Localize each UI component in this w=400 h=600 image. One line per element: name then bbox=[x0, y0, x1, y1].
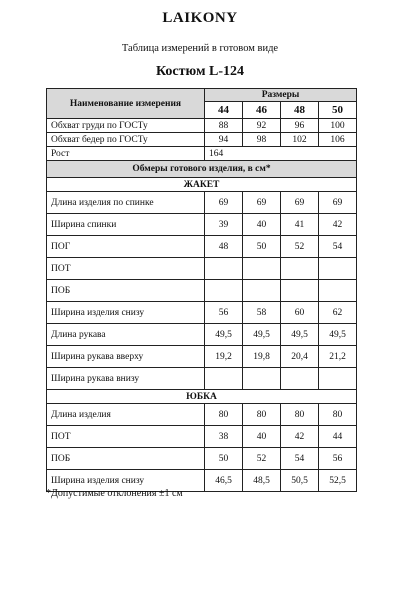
row-label: ПОБ bbox=[47, 448, 205, 470]
document-subtitle: Таблица измерений в готовом виде bbox=[121, 43, 279, 54]
value-cell: 96 bbox=[281, 119, 319, 133]
value-cell: 21,2 bbox=[319, 346, 357, 368]
row-label: Ширина спинки bbox=[47, 214, 205, 236]
row-label: Ширина изделия снизу bbox=[47, 470, 205, 492]
value-cell: 94 bbox=[205, 133, 243, 147]
value-cell bbox=[319, 368, 357, 390]
value-cell bbox=[281, 368, 319, 390]
value-cell: 50 bbox=[205, 448, 243, 470]
value-cell: 52 bbox=[243, 448, 281, 470]
value-cell: 48 bbox=[205, 236, 243, 258]
section-title: Обмеры готового изделия, в см* bbox=[47, 161, 357, 178]
value-cell bbox=[205, 258, 243, 280]
value-cell: 69 bbox=[319, 192, 357, 214]
size-header-cell: 44 bbox=[205, 102, 243, 119]
model-title: Костюм L-124 bbox=[155, 64, 245, 79]
value-cell: 80 bbox=[243, 404, 281, 426]
sizes-header: Размеры bbox=[205, 89, 357, 102]
value-cell: 106 bbox=[319, 133, 357, 147]
value-cell: 20,4 bbox=[281, 346, 319, 368]
table-row bbox=[47, 302, 357, 324]
measurements-table bbox=[46, 88, 357, 492]
value-cell: 19,8 bbox=[243, 346, 281, 368]
value-cell: 41 bbox=[281, 214, 319, 236]
row-label: ПОБ bbox=[47, 280, 205, 302]
value-cell: 69 bbox=[205, 192, 243, 214]
value-cell: 56 bbox=[319, 448, 357, 470]
size-header-cell: 46 bbox=[243, 102, 281, 119]
measurement-name-header: Наименование измерения bbox=[47, 89, 205, 119]
value-cell: 88 bbox=[205, 119, 243, 133]
row-label: ПОГ bbox=[47, 236, 205, 258]
table-row bbox=[47, 324, 357, 346]
value-cell bbox=[319, 280, 357, 302]
value-cell: 50,5 bbox=[281, 470, 319, 492]
value-cell: 44 bbox=[319, 426, 357, 448]
jacket-title: ЖАКЕТ bbox=[47, 178, 357, 192]
row-label: Длина изделия по спинке bbox=[47, 192, 205, 214]
row-label: Обхват груди по ГОСТу bbox=[47, 119, 205, 133]
value-cell: 54 bbox=[319, 236, 357, 258]
value-cell bbox=[243, 280, 281, 302]
value-cell: 54 bbox=[281, 448, 319, 470]
value-cell bbox=[205, 368, 243, 390]
table-row bbox=[47, 404, 357, 426]
row-label: ПОТ bbox=[47, 426, 205, 448]
value-cell: 42 bbox=[281, 426, 319, 448]
value-cell: 38 bbox=[205, 426, 243, 448]
value-cell bbox=[205, 280, 243, 302]
table-row bbox=[47, 119, 357, 133]
row-label: Ширина изделия снизу bbox=[47, 302, 205, 324]
value-cell: 52,5 bbox=[319, 470, 357, 492]
value-cell: 62 bbox=[319, 302, 357, 324]
value-cell: 40 bbox=[243, 214, 281, 236]
value-cell: 164 bbox=[205, 147, 357, 161]
value-cell: 92 bbox=[243, 119, 281, 133]
value-cell: 50 bbox=[243, 236, 281, 258]
value-cell: 49,5 bbox=[205, 324, 243, 346]
row-label: Ширина рукава внизу bbox=[47, 368, 205, 390]
table-row bbox=[47, 192, 357, 214]
row-label: Ширина рукава вверху bbox=[47, 346, 205, 368]
row-label: Длина рукава bbox=[47, 324, 205, 346]
value-cell: 60 bbox=[281, 302, 319, 324]
value-cell: 69 bbox=[281, 192, 319, 214]
value-cell: 102 bbox=[281, 133, 319, 147]
value-cell: 52 bbox=[281, 236, 319, 258]
row-label: Рост bbox=[47, 147, 205, 161]
table-row bbox=[47, 368, 357, 390]
row-label: Длина изделия bbox=[47, 404, 205, 426]
value-cell: 42 bbox=[319, 214, 357, 236]
value-cell bbox=[319, 258, 357, 280]
value-cell: 58 bbox=[243, 302, 281, 324]
value-cell: 19,2 bbox=[205, 346, 243, 368]
value-cell: 80 bbox=[205, 404, 243, 426]
value-cell: 69 bbox=[243, 192, 281, 214]
table-row bbox=[47, 258, 357, 280]
value-cell: 49,5 bbox=[281, 324, 319, 346]
value-cell: 48,5 bbox=[243, 470, 281, 492]
value-cell: 40 bbox=[243, 426, 281, 448]
value-cell bbox=[243, 258, 281, 280]
table-row bbox=[47, 346, 357, 368]
value-cell: 49,5 bbox=[319, 324, 357, 346]
value-cell: 49,5 bbox=[243, 324, 281, 346]
table-row bbox=[47, 236, 357, 258]
value-cell: 56 bbox=[205, 302, 243, 324]
tolerance-footnote: *Допустимые отклонения ±1 см bbox=[46, 488, 183, 499]
table-row bbox=[47, 426, 357, 448]
value-cell: 80 bbox=[319, 404, 357, 426]
skirt-title: ЮБКА bbox=[47, 390, 357, 404]
value-cell bbox=[281, 258, 319, 280]
table-row bbox=[47, 280, 357, 302]
value-cell: 80 bbox=[281, 404, 319, 426]
row-label: Обхват бедер по ГОСТу bbox=[47, 133, 205, 147]
table-row bbox=[47, 214, 357, 236]
table-row bbox=[47, 133, 357, 147]
value-cell: 39 bbox=[205, 214, 243, 236]
size-header-cell: 50 bbox=[319, 102, 357, 119]
value-cell: 100 bbox=[319, 119, 357, 133]
size-header-cell: 48 bbox=[281, 102, 319, 119]
table-row bbox=[47, 448, 357, 470]
value-cell bbox=[281, 280, 319, 302]
row-label: ПОТ bbox=[47, 258, 205, 280]
value-cell bbox=[243, 368, 281, 390]
value-cell: 46,5 bbox=[205, 470, 243, 492]
brand-title: LAIKONY bbox=[162, 10, 238, 26]
value-cell: 98 bbox=[243, 133, 281, 147]
table-row bbox=[47, 147, 357, 161]
